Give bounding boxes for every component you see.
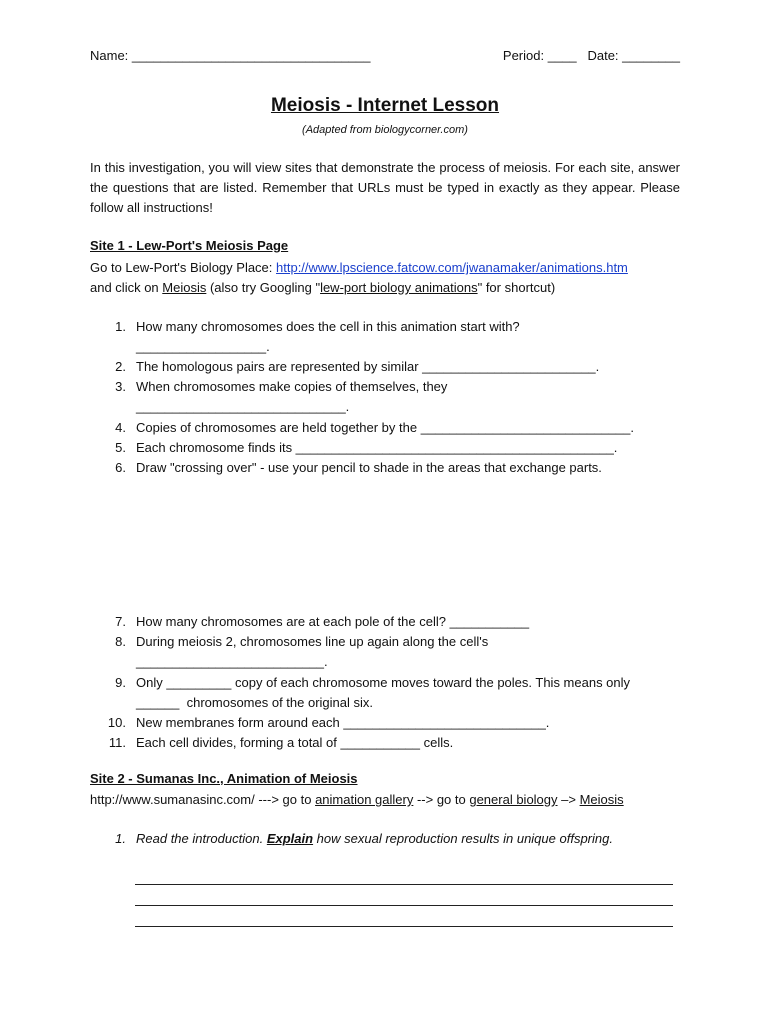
- answer-line-3[interactable]: [135, 926, 673, 927]
- name-field: Name: _________________________________: [90, 48, 371, 63]
- animation-gallery-link[interactable]: animation gallery: [315, 792, 414, 807]
- meiosis-link[interactable]: Meiosis: [162, 280, 207, 295]
- site2-url-prefix: http://www.sumanasinc.com/ ---> go to: [90, 792, 316, 807]
- lewport-link[interactable]: http://www.lpscience.fatcow.com/jwanamaker/animations.htm: [276, 260, 628, 275]
- site1-line2-middle: (also try Googling ": [206, 280, 321, 295]
- site2-arrow: –>: [557, 792, 580, 807]
- google-term: lew-port biology animations: [320, 280, 478, 295]
- site1-line2-prefix: and click on: [90, 280, 163, 295]
- answer-line-2[interactable]: [135, 905, 673, 906]
- site2-mid: --> go to: [413, 792, 470, 807]
- site1-line2: [90, 278, 555, 298]
- page-subtitle: (Adapted from biologycorner.com): [302, 124, 468, 136]
- explain-word: Explain: [266, 831, 314, 846]
- site1-heading: Site 1 - Lew-Port's Meiosis Page: [90, 238, 289, 253]
- period-date-field: Period: ____ Date: ________: [502, 48, 680, 63]
- site1-line1: [90, 258, 628, 278]
- site1-line1-text: Go to Lew-Port's Biology Place:: [90, 260, 277, 275]
- intro-paragraph: In this investigation, you will view sites that demonstrate the process of meiosis. For each site, answer the questions that are listed. Remember that URLs must be typed in exactly as they appear. Please follow all instructions!: [90, 160, 680, 215]
- page-title: Meiosis - Internet Lesson: [270, 95, 500, 116]
- site2-meiosis-link[interactable]: Meiosis: [579, 792, 624, 807]
- general-biology-link[interactable]: general biology: [469, 792, 558, 807]
- answer-line-1[interactable]: [135, 884, 673, 885]
- site2-heading: Site 2 - Sumanas Inc., Animation of Meiosis: [90, 771, 358, 786]
- site1-line2-suffix: " for shortcut): [477, 280, 556, 295]
- worksheet-page: Name: _________________________________ Period: ____ Date: ________ Meiosis - Internet Lesson (Adapted from biologycorner.com) In this investigation, you will view sites that demonstrate the process of meiosis. For each site, answer the questions that are listed. Remember that URLs must be typed in exactly as they appear. Please follow all instructions! Site 1 - Lew-Port's Meiosis Page Go to Lew-Port's Biology Place: http://www.lpscience.fatcow.com/jwanamaker/animations.htm and click on Meiosis (also try Googling "lew-port biology animations" for shortcut) 1. How many chromosomes does the cell in this animation start with? __________________. 2. The homologous pairs are represented by similar ________________________. 3. When chromosomes make copies of themselves, they _____________________________. 4. Copies of chromosomes are held together by the _____________________________. 5. Each chromosome finds its ____________________________________________. 6. Draw "crossing over" - use your pencil to shade in the areas that exchange parts. 7. How many chromosomes are at each pole of the cell? ___________ 8. During meiosis 2, chromosomes line up again along the cell's __________________________. 9. Only _________ copy of each chromosome moves toward the poles. This means only ______ chromosomes of the original six. 10. New membranes form around each ____________________________. 11. Each cell divides, forming a total of ___________ cells. Site 2 - Sumanas Inc., Animation of Meiosis http://www.sumanasinc.com/ ---> go to animation gallery --> go to general biology –> Meiosis 1. Read the introduction. Explain how sexual reproduction results in unique offspring.: [0, 0, 770, 1024]
- site2-url-line: [90, 790, 624, 810]
